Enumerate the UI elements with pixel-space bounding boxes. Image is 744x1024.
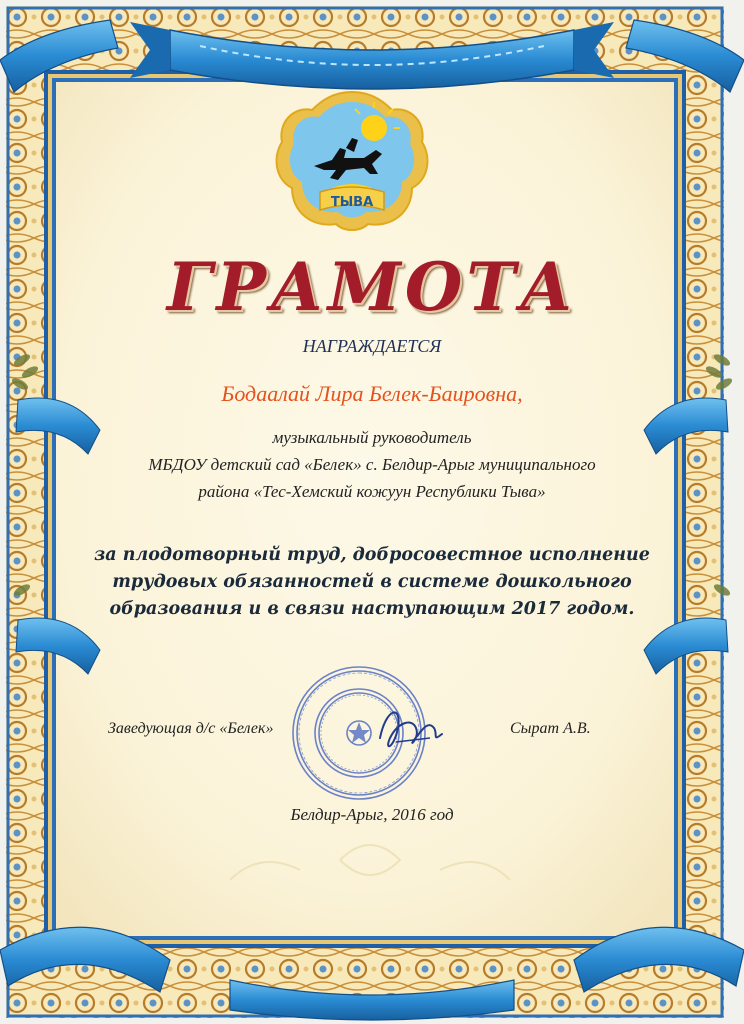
signatory-name: Сырат А.В. (510, 720, 591, 737)
position-line: музыкальный руководитель (272, 428, 472, 447)
handwritten-signature (372, 698, 448, 760)
position-line: района «Тес-Хемский кожуун Республики Тыва» (198, 482, 546, 501)
certificate-title: ГРАМОТА (166, 248, 578, 326)
reason-line: образования и в связи наступающим 2017 годом. (109, 599, 635, 619)
signatory-title: Заведующая д/с «Белек» (108, 720, 274, 737)
recipient-name: Бодаалай Лира Белек-Баировна, (221, 381, 523, 406)
reason-line: за плодотворный труд, добросовестное исполнение (94, 545, 650, 565)
tyva-coat-of-arms-icon (272, 88, 432, 234)
awarded-label: НАГРАЖДАЕТСЯ (302, 336, 442, 356)
reason-line: трудовых обязанностей в системе дошкольного (112, 572, 632, 592)
place-date: Белдир-Арыг, 2016 год (290, 805, 454, 824)
recipient-position (0, 424, 744, 505)
position-line: МБДОУ детский сад «Белек» с. Белдир-Арыг муниципального (148, 455, 596, 474)
award-reason (0, 542, 744, 623)
svg-text:ТЫВА: ТЫВА (330, 195, 374, 210)
